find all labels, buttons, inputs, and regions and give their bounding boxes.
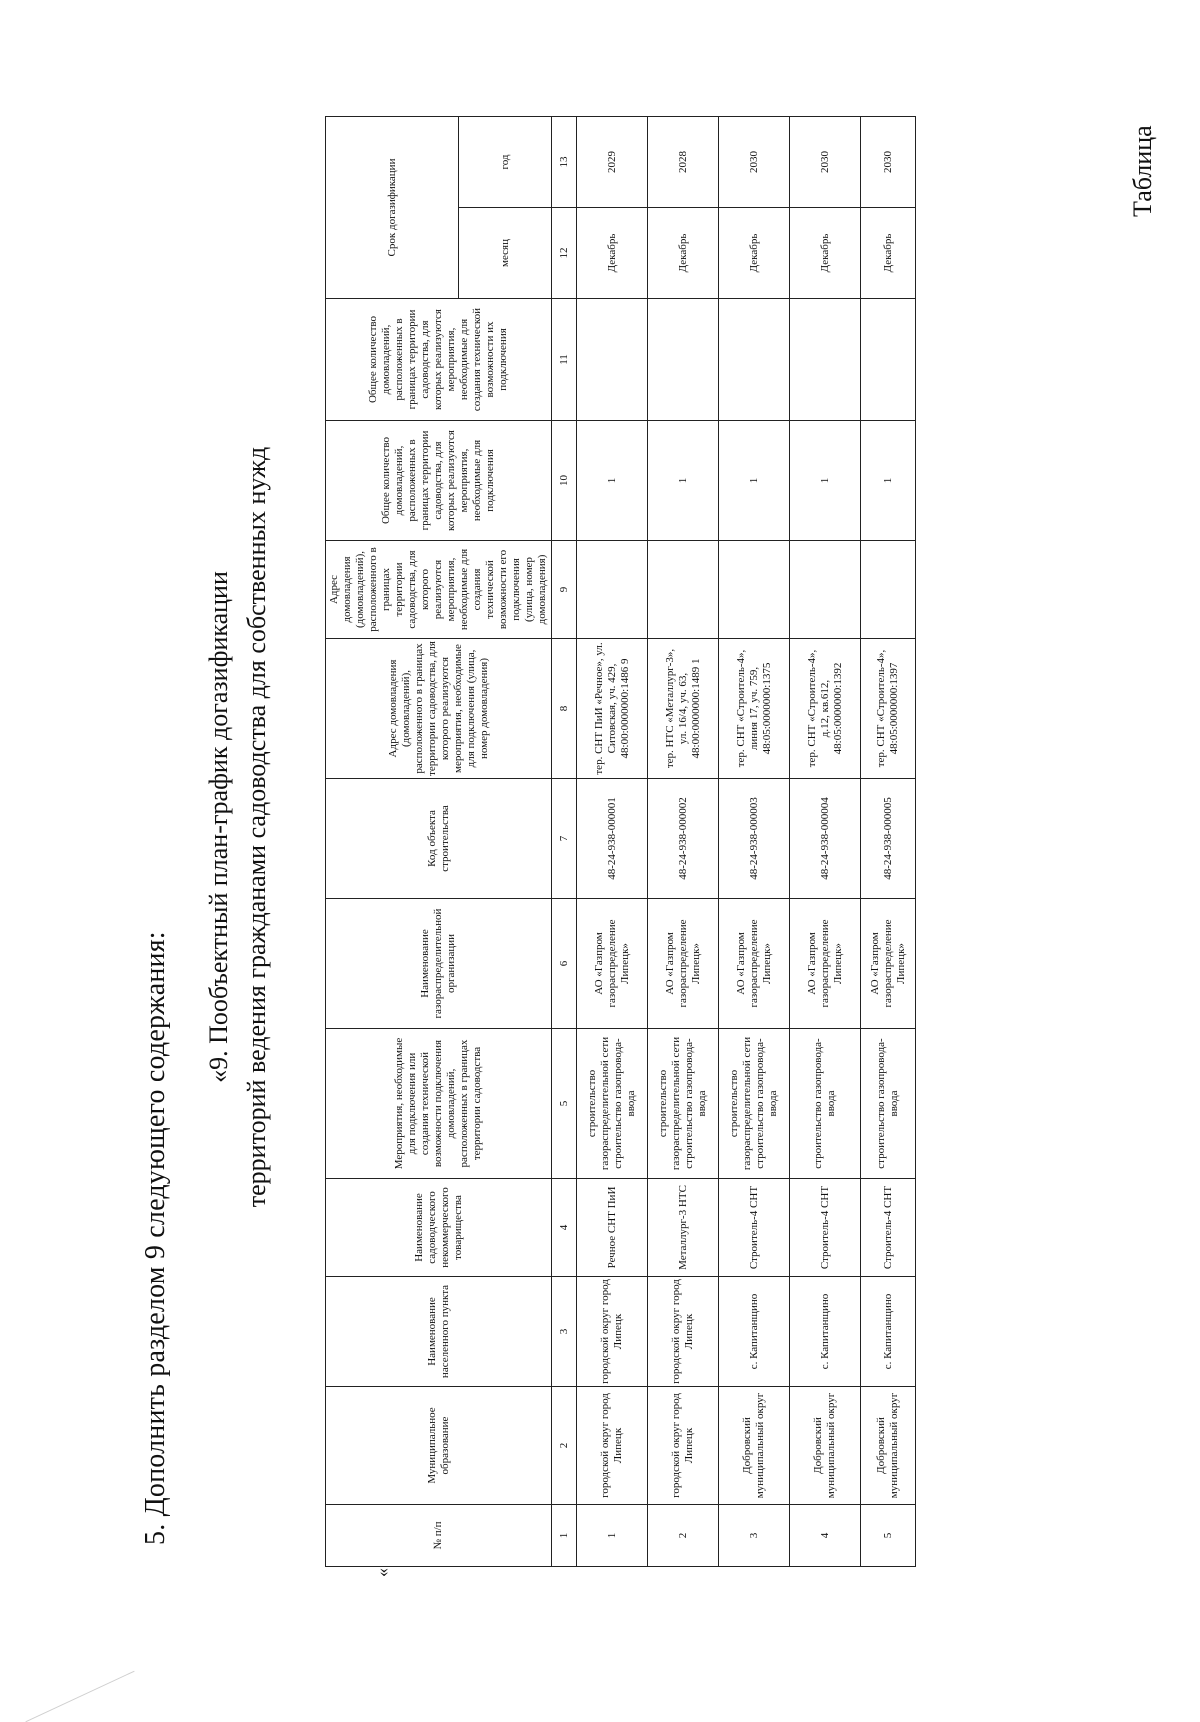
header-address-tech-possibility: Адрес домовладения (домовладений), расположенного в границах территории садоводства, для которого реализуются мероприятия, необходимые для создания технической возможности его подключения (улица, номер домовладения) bbox=[326, 541, 552, 639]
cell-address-tech-possibility bbox=[790, 541, 861, 639]
cell-count-tech-possibility bbox=[861, 299, 916, 421]
table-row bbox=[648, 116, 719, 1566]
cell-number: 5 bbox=[861, 1505, 916, 1567]
cell-count-connection: 1 bbox=[648, 421, 719, 541]
cell-garden-partnership: Строитель-4 СНТ bbox=[719, 1179, 790, 1277]
cell-settlement: с. Капитанщино bbox=[790, 1277, 861, 1387]
cell-month: Декабрь bbox=[648, 208, 719, 299]
cell-address-connection: тер. СНТ «Строитель-4», 48:05:0000000:1397 bbox=[861, 639, 916, 779]
cell-settlement: с. Капитанщино bbox=[861, 1277, 916, 1387]
column-number: 13 bbox=[552, 116, 577, 207]
scan-artifact-line bbox=[25, 1671, 134, 1722]
table-header-row bbox=[326, 116, 459, 1566]
cell-municipality: Добровский муниципальный округ bbox=[719, 1387, 790, 1505]
cell-address-tech-possibility bbox=[648, 541, 719, 639]
cell-month: Декабрь bbox=[719, 208, 790, 299]
column-number: 6 bbox=[552, 899, 577, 1029]
header-measures: Мероприятия, необходимые для подключения или создания технической возможности подключения домовладений, расположенных в границах территории садоводства bbox=[326, 1029, 552, 1179]
opening-quote-mark: « bbox=[372, 1568, 392, 1577]
column-number: 5 bbox=[552, 1029, 577, 1179]
header-garden-partnership: Наименование садоводческого некоммерческого товарищества bbox=[326, 1179, 552, 1277]
cell-object-code: 48-24-938-000001 bbox=[577, 779, 648, 899]
cell-gas-organization: АО «Газпром газораспределение Липецк» bbox=[577, 899, 648, 1029]
cell-month: Декабрь bbox=[861, 208, 916, 299]
cell-count-connection: 1 bbox=[577, 421, 648, 541]
cell-garden-partnership: Строитель-4 СНТ bbox=[790, 1179, 861, 1277]
cell-measures: строительство газораспределительной сети строительство газопровода-ввода bbox=[577, 1029, 648, 1179]
cell-address-connection: тер. СНТ «Строитель-4», д.12, кв.612, 48:05:0000000:1392 bbox=[790, 639, 861, 779]
header-municipality: Муниципальное образование bbox=[326, 1387, 552, 1505]
cell-measures: строительство газораспределительной сети строительство газопровода-ввода bbox=[719, 1029, 790, 1179]
cell-number: 4 bbox=[790, 1505, 861, 1567]
amendment-heading: 5. Дополнить разделом 9 следующего содержания: bbox=[140, 931, 171, 1545]
header-gas-organization: Наименование газораспределительной организации bbox=[326, 899, 552, 1029]
cell-year: 2030 bbox=[790, 116, 861, 207]
cell-month: Декабрь bbox=[577, 208, 648, 299]
table-row bbox=[719, 116, 790, 1566]
cell-object-code: 48-24-938-000003 bbox=[719, 779, 790, 899]
column-number: 12 bbox=[552, 208, 577, 299]
cell-address-connection: тер. СНТ ПиИ «Речное», ул. Ситовская, уч. 429, 48:00:0000000:1486 9 bbox=[577, 639, 648, 779]
cell-month: Декабрь bbox=[790, 208, 861, 299]
cell-gas-organization: АО «Газпром газораспределение Липецк» bbox=[648, 899, 719, 1029]
column-number: 1 bbox=[552, 1505, 577, 1567]
cell-measures: строительство газопровода-ввода bbox=[790, 1029, 861, 1179]
cell-settlement: городской округ город Липецк bbox=[577, 1277, 648, 1387]
cell-count-tech-possibility bbox=[719, 299, 790, 421]
subheader-month: месяц bbox=[459, 208, 552, 299]
cell-object-code: 48-24-938-000005 bbox=[861, 779, 916, 899]
column-number: 8 bbox=[552, 639, 577, 779]
column-number: 11 bbox=[552, 299, 577, 421]
cell-count-connection: 1 bbox=[861, 421, 916, 541]
cell-object-code: 48-24-938-000002 bbox=[648, 779, 719, 899]
column-number: 7 bbox=[552, 779, 577, 899]
cell-settlement: с. Капитанщино bbox=[719, 1277, 790, 1387]
cell-count-connection: 1 bbox=[790, 421, 861, 541]
header-count-tech-possibility: Общее количество домовладений, расположенных в границах территории садоводства, для которых реализуются мероприятия, необходимые для создания технической возможности их подключения bbox=[326, 299, 552, 421]
cell-gas-organization: АО «Газпром газораспределение Липецк» bbox=[861, 899, 916, 1029]
cell-address-connection: тер. СНТ «Строитель-4», линия 17, уч. 759, 48:05:0000000:1375 bbox=[719, 639, 790, 779]
cell-year: 2029 bbox=[577, 116, 648, 207]
table-row bbox=[861, 116, 916, 1566]
cell-number: 2 bbox=[648, 1505, 719, 1567]
cell-year: 2028 bbox=[648, 116, 719, 207]
header-number: № п/п bbox=[326, 1505, 552, 1567]
cell-count-tech-possibility bbox=[648, 299, 719, 421]
gasification-schedule-table bbox=[325, 116, 916, 1567]
cell-number: 3 bbox=[719, 1505, 790, 1567]
cell-garden-partnership: Строитель-4 СНТ bbox=[861, 1179, 916, 1277]
header-gasification-term: Срок догазификации bbox=[326, 116, 459, 298]
cell-municipality: городской округ город Липецк bbox=[577, 1387, 648, 1505]
cell-address-tech-possibility bbox=[719, 541, 790, 639]
cell-municipality: Добровский муниципальный округ bbox=[861, 1387, 916, 1505]
header-count-connection: Общее количество домовладений, расположенных в границах территории садоводства, для которых реализуются мероприятия, необходимые для подключения bbox=[326, 421, 552, 541]
table-row bbox=[790, 116, 861, 1566]
column-number: 9 bbox=[552, 541, 577, 639]
cell-number: 1 bbox=[577, 1505, 648, 1567]
header-object-code: Код объекта строительства bbox=[326, 779, 552, 899]
table-label: Таблица bbox=[1128, 125, 1157, 217]
cell-measures: строительство газопровода-ввода bbox=[861, 1029, 916, 1179]
header-address-connection: Адрес домовладения (домовладений), расположенного в границах территории садоводства, для которого реализуются мероприятия, необходимые для подключения (улица, номер домовладения) bbox=[326, 639, 552, 779]
cell-settlement: городской округ город Липецк bbox=[648, 1277, 719, 1387]
cell-object-code: 48-24-938-000004 bbox=[790, 779, 861, 899]
cell-municipality: Добровский муниципальный округ bbox=[790, 1387, 861, 1505]
cell-gas-organization: АО «Газпром газораспределение Липецк» bbox=[719, 899, 790, 1029]
cell-address-connection: тер. НТС «Металлург-3», ул. 16/4, уч. 63, 48:00:0000000:1489 1 bbox=[648, 639, 719, 779]
cell-gas-organization: АО «Газпром газораспределение Липецк» bbox=[790, 899, 861, 1029]
subheader-year: год bbox=[459, 116, 552, 207]
section-title-line-1: «9. Пообъектный план-график догазификации bbox=[204, 571, 233, 1083]
cell-count-tech-possibility bbox=[577, 299, 648, 421]
table-row bbox=[577, 116, 648, 1566]
column-number: 4 bbox=[552, 1179, 577, 1277]
cell-address-tech-possibility bbox=[861, 541, 916, 639]
section-title-line-2: территорий ведения гражданами садоводства для собственных нужд bbox=[242, 446, 271, 1208]
cell-measures: строительство газораспределительной сети строительство газопровода-ввода bbox=[648, 1029, 719, 1179]
cell-year: 2030 bbox=[719, 116, 790, 207]
cell-garden-partnership: Речное СНТ ПиИ bbox=[577, 1179, 648, 1277]
cell-count-connection: 1 bbox=[719, 421, 790, 541]
cell-count-tech-possibility bbox=[790, 299, 861, 421]
cell-year: 2030 bbox=[861, 116, 916, 207]
cell-municipality: городской округ город Липецк bbox=[648, 1387, 719, 1505]
cell-address-tech-possibility bbox=[577, 541, 648, 639]
section-title bbox=[200, 277, 276, 1377]
column-number: 10 bbox=[552, 421, 577, 541]
column-number: 3 bbox=[552, 1277, 577, 1387]
column-number: 2 bbox=[552, 1387, 577, 1505]
column-numbers-row bbox=[552, 116, 577, 1566]
header-settlement: Наименование населенного пункта bbox=[326, 1277, 552, 1387]
cell-garden-partnership: Металлург-3 НТС bbox=[648, 1179, 719, 1277]
